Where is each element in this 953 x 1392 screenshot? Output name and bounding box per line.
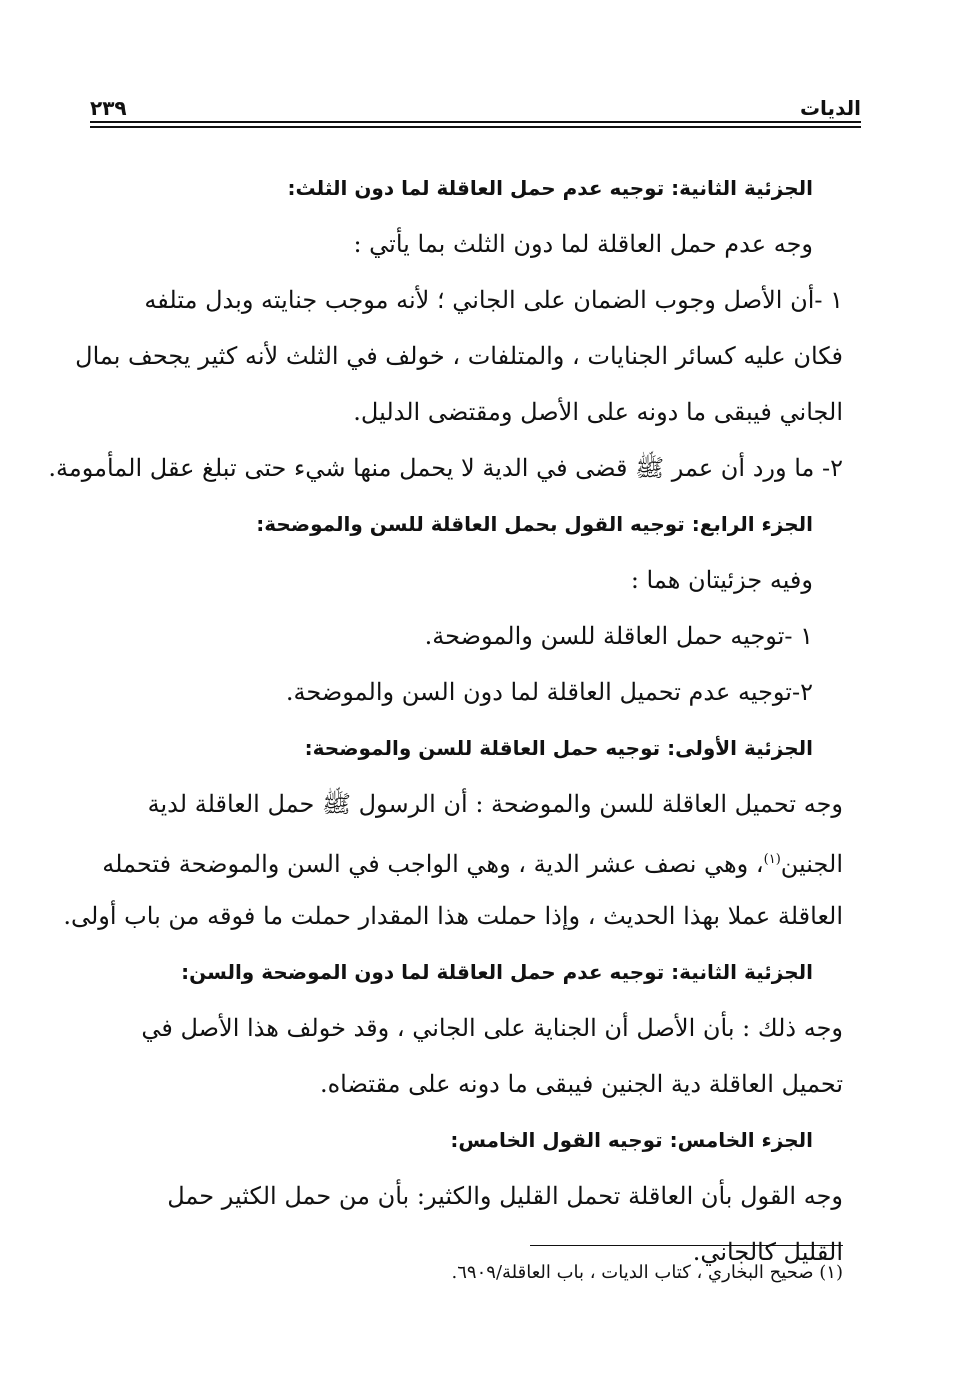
paragraph-line: وجه القول بأن العاقلة تحمل القليل والكثير: بأن من حمل الكثير حمل — [167, 1182, 843, 1210]
paragraph-line: الجاني فيبقى ما دونه على الأصل ومقتضى الدليل. — [353, 398, 843, 426]
section-heading: الجزئية الثانية: توجيه عدم حمل العاقلة لما دون الثلث: — [287, 176, 813, 200]
header-rule-top — [90, 121, 861, 123]
footnote-marker[interactable]: (١) — [763, 852, 781, 867]
list-item: ٢-توجيه عدم تحميل العاقلة لما دون السن والموضحة. — [285, 678, 813, 706]
footnote: (١) صحيح البخاري ، كتاب الديات ، باب العاقلة/٦٩٠٩. — [451, 1262, 843, 1283]
paragraph-line: وجه عدم حمل العاقلة لما دون الثلث بما يأتي : — [353, 230, 813, 258]
text-run: الجنين — [780, 850, 843, 878]
paragraph-line: وجه ذلك : بأن الأصل أن الجناية على الجاني ، وقد خولف هذا الأصل في — [141, 1014, 843, 1042]
paragraph-line: فكان عليه كسائر الجنايات ، والمتلفات ، خولف في الثلث لأنه كثير يجحف بمال — [75, 342, 843, 370]
section-heading: الجزء الخامس: توجيه القول الخامس: — [450, 1128, 813, 1152]
section-heading: الجزئية الثانية: توجيه عدم حمل العاقلة لما دون الموضحة والسن: — [181, 960, 813, 984]
running-title: الديات — [799, 96, 861, 120]
header-rule-bottom — [90, 126, 861, 128]
section-heading: الجزء الرابع: توجيه القول بحمل العاقلة للسن والموضحة: — [256, 512, 813, 536]
page-number: ٢٣٩ — [90, 96, 127, 120]
paragraph-line: العاقلة عملا بهذا الحديث ، وإذا حملت هذا المقدار حملت ما فوقه من باب أولى. — [63, 902, 843, 930]
paragraph-line: وفيه جزئيتان هما : — [630, 566, 813, 594]
paragraph-line: ٢- ما ورد أن عمر ﷺ قضى في الدية لا يحمل منها شيء حتى تبلغ عقل المأمومة. — [48, 454, 843, 482]
page-header — [90, 92, 861, 124]
footnote-separator — [530, 1245, 843, 1246]
page-body — [48, 160, 843, 1280]
section-heading: الجزئية الأولى: توجيه حمل العاقلة للسن والموضحة: — [304, 736, 813, 760]
paragraph-line: ١ -أن الأصل وجوب الضمان على الجاني ؛ لأنه موجب جنايته وبدل متلفه — [144, 286, 843, 314]
paragraph-line — [82, 832, 843, 888]
paragraph-line: القليل كالجاني. — [692, 1238, 843, 1266]
text-run: ، وهي نصف عشر الدية ، وهي الواجب في السن والموضحة فتحمله — [102, 850, 764, 878]
paragraph-line: تحميل العاقلة دية الجنين فيبقى ما دونه على مقتضاه. — [319, 1070, 843, 1098]
paragraph-line: وجه تحميل العاقلة للسن والموضحة : أن الرسول ﷺ حمل العاقلة لدية — [147, 790, 843, 818]
list-item: ١ -توجيه حمل العاقلة للسن والموضحة. — [424, 622, 813, 650]
